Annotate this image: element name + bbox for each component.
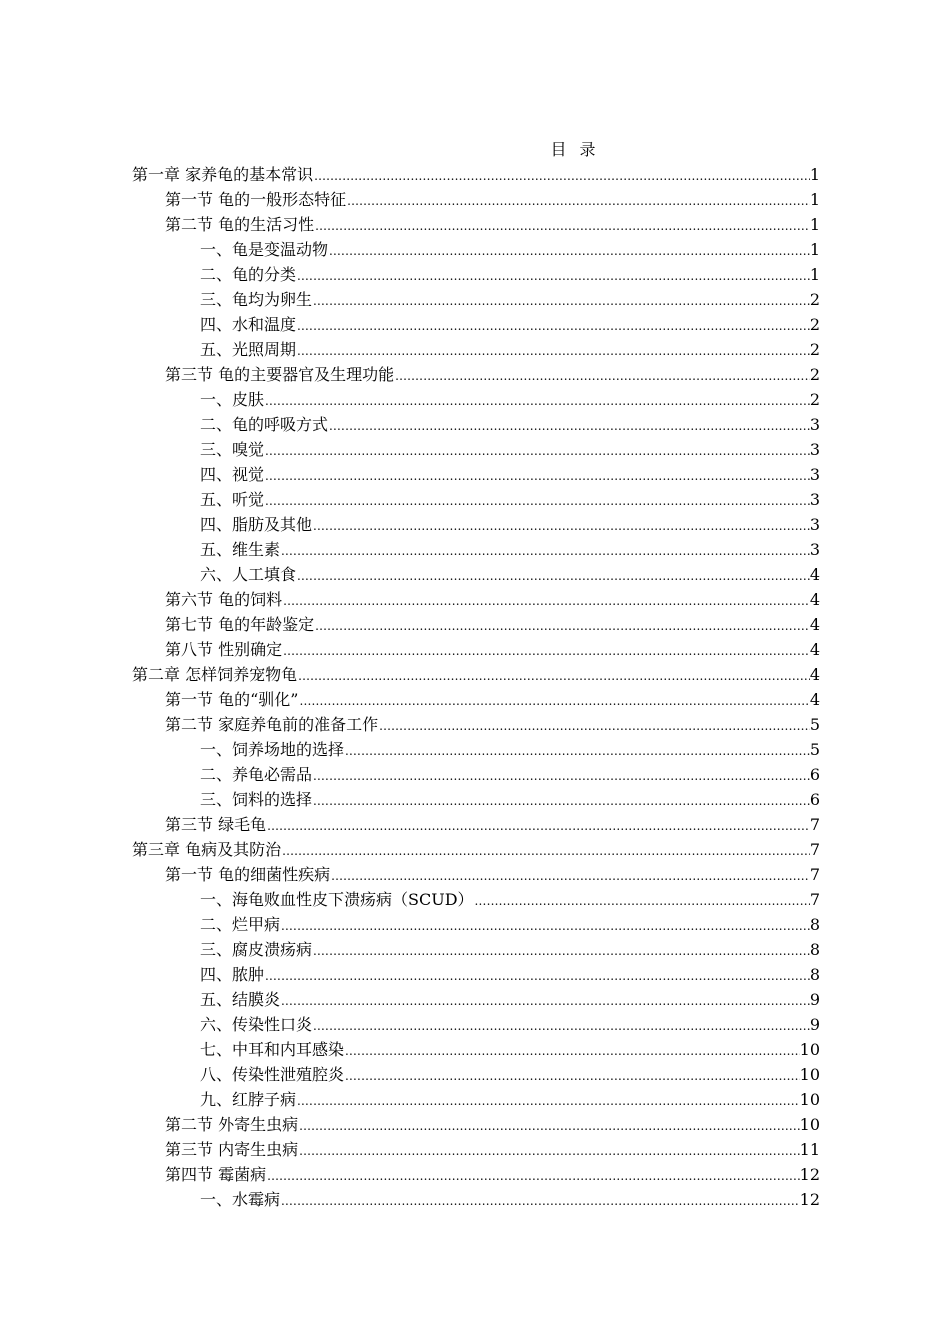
toc-entry[interactable] — [132, 437, 820, 462]
toc-entry-page-number: 2 — [809, 365, 820, 384]
toc-entry[interactable] — [132, 887, 820, 912]
toc-entry[interactable] — [132, 187, 820, 212]
toc-entry-label: 三、嗅觉 — [200, 440, 265, 459]
toc-entry-page-number: 8 — [809, 940, 820, 959]
toc-entry[interactable] — [132, 1162, 820, 1187]
toc-entry-page-number: 1 — [809, 165, 820, 184]
toc-entry[interactable] — [132, 412, 820, 437]
toc-entry-label: 第六节 龟的饲料 — [165, 590, 283, 609]
dot-leader — [297, 662, 810, 687]
toc-entry[interactable] — [132, 662, 820, 687]
toc-entry-label: 第二节 外寄生虫病 — [165, 1115, 299, 1134]
toc-entry-page-number: 12 — [799, 1165, 820, 1184]
toc-entry[interactable] — [132, 537, 820, 562]
toc-entry-page-number: 1 — [809, 190, 820, 209]
dot-leader — [280, 912, 810, 937]
toc-entry[interactable] — [132, 812, 820, 837]
toc-entry-page-number: 9 — [809, 1015, 820, 1034]
dot-leader — [378, 712, 810, 737]
toc-entry-label: 六、传染性口炎 — [200, 1015, 313, 1034]
toc-entry-page-number: 2 — [809, 340, 820, 359]
toc-title: 目 录 — [550, 140, 600, 159]
toc-entry-label: 一、饲养场地的选择 — [200, 740, 345, 759]
dot-leader — [330, 862, 810, 887]
dot-leader — [313, 162, 810, 187]
dot-leader — [296, 337, 810, 362]
toc-entry[interactable] — [132, 1087, 820, 1112]
toc-entry-label: 二、养龟必需品 — [200, 765, 313, 784]
toc-entry-label: 六、人工填食 — [200, 565, 297, 584]
toc-entry-label: 四、视觉 — [200, 465, 265, 484]
toc-entry-page-number: 4 — [809, 565, 820, 584]
toc-entry[interactable] — [132, 1037, 820, 1062]
toc-entry-page-number: 1 — [809, 240, 820, 259]
toc-entry-label: 五、结膜炎 — [200, 990, 281, 1009]
table-of-contents — [132, 162, 820, 1212]
dot-leader — [281, 837, 810, 862]
dot-leader — [280, 537, 810, 562]
toc-entry-page-number: 1 — [809, 265, 820, 284]
toc-entry-label: 第一节 龟的细菌性疾病 — [165, 865, 331, 884]
toc-entry[interactable] — [132, 987, 820, 1012]
toc-entry-label: 第三节 龟的主要器官及生理功能 — [165, 365, 395, 384]
toc-entry[interactable] — [132, 912, 820, 937]
dot-leader — [312, 1012, 810, 1037]
toc-entry-label: 三、饲料的选择 — [200, 790, 313, 809]
toc-entry-page-number: 8 — [809, 915, 820, 934]
dot-leader — [312, 937, 810, 962]
dot-leader — [474, 887, 810, 912]
dot-leader — [314, 612, 810, 637]
toc-entry-page-number: 7 — [809, 840, 820, 859]
toc-entry[interactable] — [132, 962, 820, 987]
toc-entry[interactable] — [132, 162, 820, 187]
toc-entry-page-number: 5 — [809, 740, 820, 759]
dot-leader — [296, 1087, 800, 1112]
toc-entry-label: 八、传染性泄殖腔炎 — [200, 1065, 345, 1084]
toc-entry-page-number: 10 — [799, 1065, 820, 1084]
dot-leader — [394, 362, 810, 387]
toc-entry-page-number: 3 — [809, 415, 820, 434]
dot-leader — [328, 237, 810, 262]
dot-leader — [266, 812, 810, 837]
dot-leader — [264, 962, 810, 987]
toc-entry[interactable] — [132, 1012, 820, 1037]
toc-entry-label: 第二节 龟的生活习性 — [165, 215, 315, 234]
toc-entry-page-number: 10 — [799, 1090, 820, 1109]
toc-entry[interactable] — [132, 587, 820, 612]
toc-entry[interactable] — [132, 712, 820, 737]
toc-entry-label: 五、听觉 — [200, 490, 265, 509]
toc-entry-label: 第八节 性别确定 — [165, 640, 283, 659]
toc-entry-label: 第一节 龟的“驯化” — [165, 690, 299, 709]
toc-entry-page-number: 7 — [809, 865, 820, 884]
toc-entry[interactable] — [132, 637, 820, 662]
toc-entry-page-number: 6 — [809, 765, 820, 784]
dot-leader — [280, 1187, 800, 1212]
toc-entry[interactable] — [132, 762, 820, 787]
toc-entry-page-number: 8 — [809, 965, 820, 984]
toc-entry-page-number: 9 — [809, 990, 820, 1009]
toc-entry-label: 第四节 霉菌病 — [165, 1165, 267, 1184]
toc-entry-page-number: 4 — [809, 665, 820, 684]
toc-entry[interactable] — [132, 612, 820, 637]
toc-entry-label: 第七节 龟的年龄鉴定 — [165, 615, 315, 634]
toc-entry-label: 二、龟的呼吸方式 — [200, 415, 329, 434]
dot-leader — [264, 437, 810, 462]
toc-entry[interactable] — [132, 1062, 820, 1087]
dot-leader — [312, 762, 810, 787]
toc-entry[interactable] — [132, 837, 820, 862]
toc-entry-label: 一、水霉病 — [200, 1190, 281, 1209]
toc-entry-page-number: 5 — [809, 715, 820, 734]
toc-entry-label: 第二节 家庭养龟前的准备工作 — [165, 715, 379, 734]
toc-entry-page-number: 7 — [809, 815, 820, 834]
toc-entry-label: 三、龟均为卵生 — [200, 290, 313, 309]
toc-entry[interactable] — [132, 1112, 820, 1137]
dot-leader — [298, 1112, 800, 1137]
dot-leader — [312, 287, 810, 312]
toc-entry[interactable] — [132, 562, 820, 587]
toc-entry-label: 四、脓肿 — [200, 965, 265, 984]
toc-entry-label: 三、腐皮溃疡病 — [200, 940, 313, 959]
dot-leader — [344, 737, 810, 762]
toc-entry-page-number: 3 — [809, 515, 820, 534]
toc-entry-label: 第一节 龟的一般形态特征 — [165, 190, 347, 209]
dot-leader — [346, 187, 810, 212]
dot-leader — [296, 262, 810, 287]
toc-entry-label: 一、海龟败血性皮下溃疡病（SCUD） — [200, 890, 474, 909]
toc-entry-label: 第三章 龟病及其防治 — [132, 840, 282, 859]
toc-entry[interactable] — [132, 287, 820, 312]
toc-entry[interactable] — [132, 362, 820, 387]
toc-entry-label: 九、红脖子病 — [200, 1090, 297, 1109]
toc-entry[interactable] — [132, 262, 820, 287]
toc-entry-page-number: 6 — [809, 790, 820, 809]
dot-leader — [314, 212, 810, 237]
toc-entry-label: 一、皮肤 — [200, 390, 265, 409]
toc-entry[interactable] — [132, 862, 820, 887]
dot-leader — [344, 1062, 800, 1087]
toc-entry-page-number: 4 — [809, 640, 820, 659]
toc-entry[interactable] — [132, 687, 820, 712]
toc-entry-page-number: 4 — [809, 615, 820, 634]
toc-entry-page-number: 11 — [799, 1140, 820, 1159]
dot-leader — [282, 637, 810, 662]
dot-leader — [298, 687, 809, 712]
toc-entry[interactable] — [132, 237, 820, 262]
dot-leader — [282, 587, 810, 612]
toc-entry-label: 五、维生素 — [200, 540, 281, 559]
toc-entry-label: 七、中耳和内耳感染 — [200, 1040, 345, 1059]
toc-entry-label: 第二章 怎样饲养宠物龟 — [132, 665, 298, 684]
toc-entry-page-number: 12 — [799, 1190, 820, 1209]
toc-entry-page-number: 10 — [799, 1040, 820, 1059]
toc-entry-label: 四、脂肪及其他 — [200, 515, 313, 534]
dot-leader — [266, 1162, 800, 1187]
toc-entry-page-number: 3 — [809, 465, 820, 484]
dot-leader — [312, 512, 810, 537]
toc-entry-page-number: 3 — [809, 490, 820, 509]
toc-entry[interactable] — [132, 212, 820, 237]
toc-entry-page-number: 2 — [809, 290, 820, 309]
toc-entry-page-number: 7 — [809, 890, 820, 909]
dot-leader — [312, 787, 810, 812]
toc-entry[interactable] — [132, 1137, 820, 1162]
toc-entry-page-number: 3 — [809, 440, 820, 459]
toc-entry[interactable] — [132, 512, 820, 537]
toc-entry-label: 第三节 绿毛龟 — [165, 815, 267, 834]
toc-entry-page-number: 4 — [809, 590, 820, 609]
toc-entry[interactable] — [132, 337, 820, 362]
toc-entry-label: 二、龟的分类 — [200, 265, 297, 284]
toc-entry[interactable] — [132, 737, 820, 762]
toc-entry[interactable] — [132, 312, 820, 337]
toc-entry-label: 一、龟是变温动物 — [200, 240, 329, 259]
toc-entry-page-number: 3 — [809, 540, 820, 559]
toc-entry[interactable] — [132, 937, 820, 962]
toc-entry-label: 五、光照周期 — [200, 340, 297, 359]
toc-entry[interactable] — [132, 462, 820, 487]
toc-entry-label: 第一章 家养龟的基本常识 — [132, 165, 314, 184]
dot-leader — [328, 412, 810, 437]
dot-leader — [280, 987, 810, 1012]
toc-entry-page-number: 10 — [799, 1115, 820, 1134]
toc-entry[interactable] — [132, 487, 820, 512]
dot-leader — [344, 1037, 800, 1062]
dot-leader — [298, 1137, 800, 1162]
dot-leader — [264, 387, 810, 412]
toc-entry[interactable] — [132, 1187, 820, 1212]
dot-leader — [264, 487, 810, 512]
toc-entry[interactable] — [132, 387, 820, 412]
toc-entry-page-number: 2 — [809, 315, 820, 334]
toc-entry-page-number: 1 — [809, 215, 820, 234]
toc-entry-label: 第三节 内寄生虫病 — [165, 1140, 299, 1159]
toc-entry[interactable] — [132, 787, 820, 812]
toc-entry-label: 四、水和温度 — [200, 315, 297, 334]
toc-entry-page-number: 4 — [809, 690, 820, 709]
toc-entry-label: 二、烂甲病 — [200, 915, 281, 934]
toc-entry-page-number: 2 — [809, 390, 820, 409]
dot-leader — [264, 462, 810, 487]
dot-leader — [296, 562, 810, 587]
dot-leader — [296, 312, 810, 337]
